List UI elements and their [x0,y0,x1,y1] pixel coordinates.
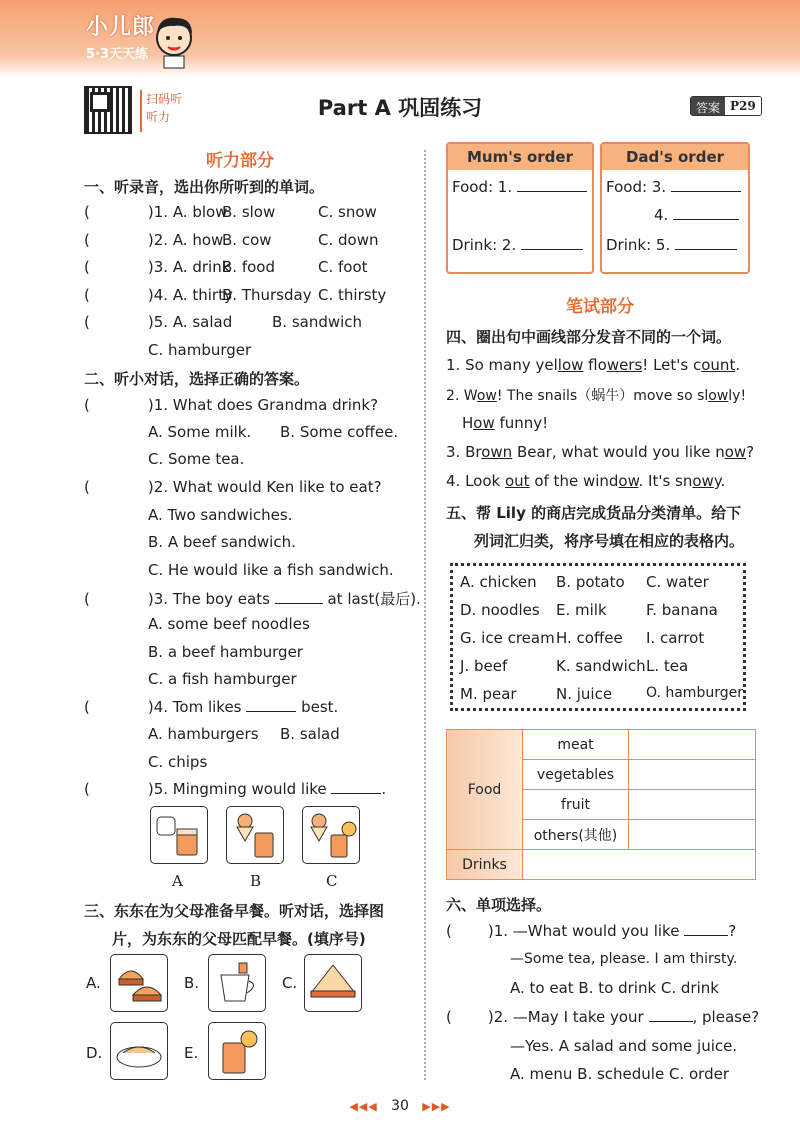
category-fruit: fruit [523,790,629,820]
dad-order-box [600,142,750,274]
s1-opt: B. cow [222,231,272,249]
s6-q1: ( )1. —What would you like ? [446,922,737,940]
s6-title: 六、单项选择。 [446,896,552,914]
category-meat: meat [523,730,629,760]
s2-q1: ( )1. What does Grandma drink? [84,396,379,414]
icecream-icon [227,807,283,863]
picture-sandwich [304,954,362,1012]
s3-label: A. [86,974,101,992]
s4-line-2b: How funny! [462,414,549,432]
word-item: F. banana [646,601,718,619]
dad-order-heading: Dad's order [602,144,748,170]
word-item: E. milk [556,601,607,619]
category-table [446,729,756,880]
s1-item: ( )3. A. drink [84,258,231,276]
s1-opt: B. Thursday [222,286,312,304]
s6-reply: —Some tea, please. I am thirsty. [510,951,738,967]
word-item: M. pear [460,685,517,703]
s2-q3: ( )3. The boy eats at last(最后). [84,590,421,608]
answer-cell[interactable] [629,820,756,850]
answer-badge[interactable] [690,96,762,116]
s6-options: A. to eat B. to drink C. drink [510,979,719,997]
dad-food-2: 4. [654,206,739,224]
picture-hamburgers [110,954,168,1012]
category-vegetables: vegetables [523,760,629,790]
mascot-icon [150,12,198,70]
juice-icon [209,1023,265,1079]
picture-tea [208,954,266,1012]
brand-logo [86,10,155,62]
hamburger-icon [111,955,167,1011]
mum-drink: Drink: 2. [452,236,583,254]
picture-icecream-juice [226,806,284,864]
brand-sub: 5·3天天练 [86,47,149,62]
answer-label: 答案 [691,97,725,115]
s1-opt: C. down [318,231,379,249]
s4-title: 四、圈出句中画线部分发音不同的一个词。 [446,328,732,346]
picture-label: B [250,872,262,890]
mum-order-heading: Mum's order [448,144,592,170]
mum-food: Food: 1. [452,178,587,196]
s1-opt: C. snow [318,203,377,221]
s5-title: 五、帮 Lily 的商店完成货品分类清单。给下 [446,504,742,522]
answer-cell[interactable] [523,850,756,880]
drinks-cell: Drinks [447,850,523,880]
s2-q2: ( )2. What would Ken like to eat? [84,478,382,496]
s1-item: ( )1. A. blow [84,203,228,221]
s2-title: 二、听小对话，选择正确的答案。 [84,370,310,388]
s5-title-2: 列词汇归类，将序号填在相应的表格内。 [474,532,745,550]
s2-opt: A. Two sandwiches. [148,506,293,524]
answer-page: P29 [725,97,761,115]
written-title: 笔试部分 [566,297,634,317]
word-item: J. beef [460,657,508,675]
picture-label: A [172,872,183,890]
word-item: D. noodles [460,601,540,619]
s3-label: E. [184,1044,199,1062]
s2-opt: C. chips [148,753,208,771]
s3-title-2: 片，为东东的父母匹配早餐。(填序号) [112,930,366,948]
scan-hint: 扫码听听力 [140,90,184,132]
s1-opt: C. hamburger [148,341,252,359]
picture-orange-juice [208,1022,266,1080]
page-footer [0,1098,800,1114]
orange-juice-icon [303,807,359,863]
answer-cell[interactable] [629,790,756,820]
s1-opt: B. slow [222,203,276,221]
s2-opt: C. Some tea. [148,450,245,468]
s1-opt: B. sandwich [272,313,363,331]
s2-q4: ( )4. Tom likes best. [84,698,339,716]
food-cell: Food [447,730,523,850]
word-item: G. ice cream [460,629,555,647]
listening-title: 听力部分 [206,151,274,171]
s1-item: ( )4. A. thirty [84,286,233,304]
picture-icecream-orange [302,806,360,864]
word-item: O. hamburger [646,685,743,701]
s4-line-2: 2. Wow! The snails（蜗牛）move so slowly! [446,388,747,404]
word-item: C. water [646,573,709,591]
s6-q2: ( )2. —May I take your , please? [446,1008,760,1026]
s6-reply: —Yes. A salad and some juice. [510,1037,738,1055]
s1-opt: C. foot [318,258,368,276]
s2-opt: A. some beef noodles [148,615,310,633]
dad-drink: Drink: 5. [606,236,737,254]
category-others: others(其他) [523,820,629,850]
s3-label: D. [86,1044,103,1062]
teacup-icon [209,955,265,1011]
s4-line-3: 3. Brown Bear, what would you like now? [446,443,755,461]
s6-options: A. menu B. schedule C. order [510,1065,729,1083]
answer-cell[interactable] [629,730,756,760]
s4-line-4: 4. Look out of the window. It's snowy. [446,472,726,490]
mum-order-box [446,142,594,274]
column-divider [424,150,426,1080]
s1-item: ( )5. A. salad [84,313,233,331]
s1-opt: C. thirsty [318,286,387,304]
sandwich-icon [305,955,361,1011]
picture-label: C [326,872,338,890]
s1-item: ( )2. A. how [84,231,224,249]
dad-food: Food: 3. [606,178,741,196]
s2-opt: B. A beef sandwich. [148,533,296,551]
s2-opt: A. Some milk. [148,423,252,441]
arrow-right-icon: ▶▶▶ [422,1100,451,1113]
s2-opt: A. hamburgers [148,725,259,743]
s2-opt: B. Some coffee. [280,423,399,441]
word-item: K. sandwich [556,657,646,675]
s2-q5: ( )5. Mingming would like . [84,780,387,798]
word-item: H. coffee [556,629,623,647]
picture-tea-milk [150,806,208,864]
teacup-icon [151,807,207,863]
noodles-icon [111,1023,167,1079]
s3-label: B. [184,974,200,992]
picture-noodles [110,1022,168,1080]
word-item: A. chicken [460,573,537,591]
s2-opt: C. He would like a fish sandwich. [148,561,394,579]
answer-cell[interactable] [629,760,756,790]
page-title: Part A 巩固练习 [317,96,483,120]
s3-title: 三、东东在为父母准备早餐。听对话，选择图 [84,902,385,920]
s2-opt: B. a beef hamburger [148,643,303,661]
arrow-left-icon: ◀◀◀ [349,1100,378,1113]
s3-label: C. [282,974,298,992]
word-item: B. potato [556,573,625,591]
brand-name: 小儿郎 [86,15,156,40]
s1-opt: B. food [222,258,275,276]
word-item: I. carrot [646,629,705,647]
word-item: N. juice [556,685,613,703]
word-item: L. tea [646,657,689,675]
page-number: 30 [391,1098,409,1114]
s1-title: 一、听录音，选出你所听到的单词。 [84,178,325,196]
s2-opt: B. salad [280,725,340,743]
s4-line-1: 1. So many yellow flowers! Let's count. [446,356,741,374]
s2-opt: C. a fish hamburger [148,670,297,688]
